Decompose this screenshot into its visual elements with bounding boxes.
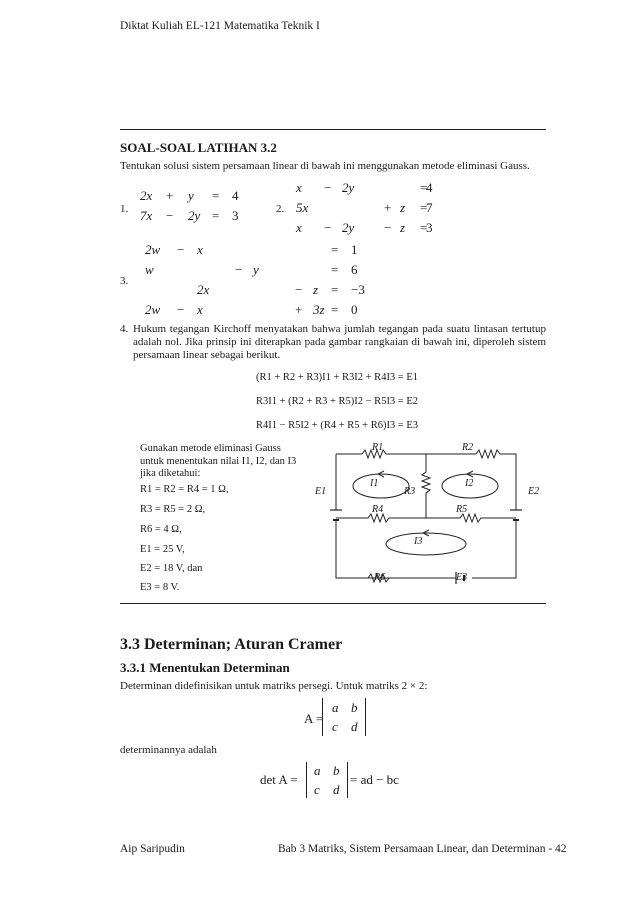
problem-3-term: 1: [351, 242, 358, 257]
det-a21: c: [314, 782, 320, 797]
label-r1: R1: [372, 442, 384, 453]
problem-3-term: w: [145, 262, 154, 277]
condition-item: R1 = R2 = R4 = 1 Ω,: [140, 484, 229, 495]
matrix-a22: d: [351, 719, 358, 734]
kirchhoff-eq-3: R4I1 − R5I2 + (R4 + R5 + R6)I3 = E3: [256, 420, 419, 431]
problem-3-term: 2x: [197, 282, 210, 297]
problem-1-number: 1.: [120, 203, 129, 215]
problem-2-number: 2.: [276, 203, 285, 215]
problem-2-term: z: [400, 220, 406, 235]
problem-3-number: 3.: [120, 275, 129, 287]
problem-2-term: +: [384, 200, 392, 215]
problem-3-term: =: [331, 242, 339, 257]
det-a22: d: [333, 782, 340, 797]
problem-2-term: x: [296, 220, 302, 235]
problem-1-term: y: [188, 188, 194, 203]
label-e2: E2: [528, 486, 540, 497]
problem-1-term: =: [212, 208, 220, 223]
problem-3-term: 2w: [145, 242, 161, 257]
condition-item: R3 = R5 = 2 Ω,: [140, 504, 206, 515]
running-header: Diktat Kuliah EL-121 Matematika Teknik I: [120, 20, 320, 32]
condition-item: E3 = 8 V.: [140, 582, 180, 593]
problem-3-term: −: [177, 242, 185, 257]
loop-i3: [386, 533, 466, 555]
matrix-a12: b: [351, 700, 358, 715]
problem-3-term: −: [177, 302, 185, 317]
label-r5: R5: [456, 504, 468, 515]
det-bars: [306, 762, 348, 798]
matrix-a21: c: [332, 719, 338, 734]
loop-i1: [353, 474, 409, 498]
problem-3-term: +: [295, 302, 303, 317]
problem-3-term: −: [235, 262, 243, 277]
problem-2-term: 3: [426, 220, 433, 235]
problem-1-term: −: [166, 208, 174, 223]
problem-2-term: 5x: [296, 200, 309, 215]
kirchhoff-eq-1: (R1 + R2 + R3)I1 + R3I2 + R4I3 = E1: [256, 372, 419, 383]
label-e1: E1: [315, 486, 327, 497]
problem-2-term: =: [420, 220, 428, 235]
top-divider: [120, 129, 546, 130]
footer-chapter: Bab 3 Matriks, Sistem Persamaan Linear, dan Determinan - 42: [278, 843, 567, 855]
kirchhoff-eq-2: R3I1 + (R2 + R3 + R5)I2 − R5I3 = E2: [256, 396, 419, 407]
matrix-a11: a: [332, 700, 339, 715]
problem-3-term: 6: [351, 262, 358, 277]
condition-item: R6 = 4 Ω,: [140, 524, 182, 535]
matrix-bars: [322, 698, 366, 736]
problem-1-term: +: [166, 188, 174, 203]
section-title: 3.3 Determinan; Aturan Cramer: [120, 636, 343, 653]
label-r3: R3: [404, 486, 416, 497]
resistor-r2: [476, 450, 500, 458]
problem-2-term: −: [324, 180, 332, 195]
problem-3-term: 0: [351, 302, 358, 317]
label-i2: I2: [465, 478, 474, 489]
problem-2-term: −: [384, 220, 392, 235]
problem-3-term: 2w: [145, 302, 161, 317]
det-intro: Determinan didefinisikan untuk matriks persegi. Untuk matriks 2 × 2:: [120, 680, 428, 692]
problem-2-term: =: [420, 200, 428, 215]
problem-2-term: 2y: [342, 220, 355, 235]
problem-3-term: =: [331, 302, 339, 317]
problem-1-term: =: [212, 188, 220, 203]
exercises-intro: Tentukan solusi sistem persamaan linear di bawah ini menggunakan metode eliminasi Gauss.: [120, 160, 530, 172]
problem-3-term: x: [197, 302, 203, 317]
mid-divider: [120, 603, 546, 604]
problem-4-text: Hukum tegangan Kirchoff menyatakan bahwa jumlah tegangan pada suatu lintasan tertutup adalah nol. Jika prinsip ini diterapkan pada gambar rangkaian di bawah ini, diperoleh sistem persamaan linear sebagai berikut.: [133, 323, 546, 361]
problem-2-term: −: [324, 220, 332, 235]
problem-3-term: z: [313, 282, 319, 297]
condition-item: E1 = 25 V,: [140, 544, 185, 555]
label-r4: R4: [372, 504, 384, 515]
problem-3-term: x: [197, 242, 203, 257]
problem-3-term: 3z: [313, 302, 325, 317]
problem-2-term: 2y: [342, 180, 355, 195]
problem-1-term: 7x: [140, 208, 153, 223]
problem-2-term: z: [400, 200, 406, 215]
problem-3-term: =: [331, 282, 339, 297]
conditions-intro: Gunakan metode eliminasi Gauss untuk menentukan nilai I1, I2, dan I3 jika diketahui:: [140, 443, 297, 479]
label-r2: R2: [462, 442, 474, 453]
problem-3-term: y: [253, 262, 259, 277]
problem-3-term: =: [331, 262, 339, 277]
label-i3: I3: [414, 536, 423, 547]
problem-1-term: 2x: [140, 188, 153, 203]
label-r6: R6: [374, 572, 386, 583]
circuit-diagram: [300, 440, 546, 590]
det-a11: a: [314, 763, 321, 778]
problem-1-term: 4: [232, 188, 239, 203]
det-rhs: = ad − bc: [350, 772, 399, 787]
problem-3-term: −: [295, 282, 303, 297]
footer-author: Aip Saripudin: [120, 843, 185, 855]
problem-1-term: 2y: [188, 208, 201, 223]
label-i1: I1: [370, 478, 379, 489]
det-a12: b: [333, 763, 340, 778]
det-intro-2: determinannya adalah: [120, 744, 217, 756]
problem-2-term: 7: [426, 200, 433, 215]
problem-4-number: 4.: [120, 323, 129, 335]
label-e3: E3: [456, 572, 468, 583]
matrix-label: A =: [304, 711, 324, 726]
problem-2-term: =: [420, 180, 428, 195]
subsection-title: 3.3.1 Menentukan Determinan: [120, 660, 290, 675]
problem-1-term: 3: [232, 208, 239, 223]
resistor-r3: [422, 454, 430, 518]
problem-2-term: 4: [426, 180, 433, 195]
det-lhs: det A =: [260, 772, 298, 787]
exercises-title: SOAL-SOAL LATIHAN 3.2: [120, 140, 277, 155]
problem-3-term: −3: [351, 282, 365, 297]
problem-2-term: x: [296, 180, 302, 195]
condition-item: E2 = 18 V, dan: [140, 563, 203, 574]
